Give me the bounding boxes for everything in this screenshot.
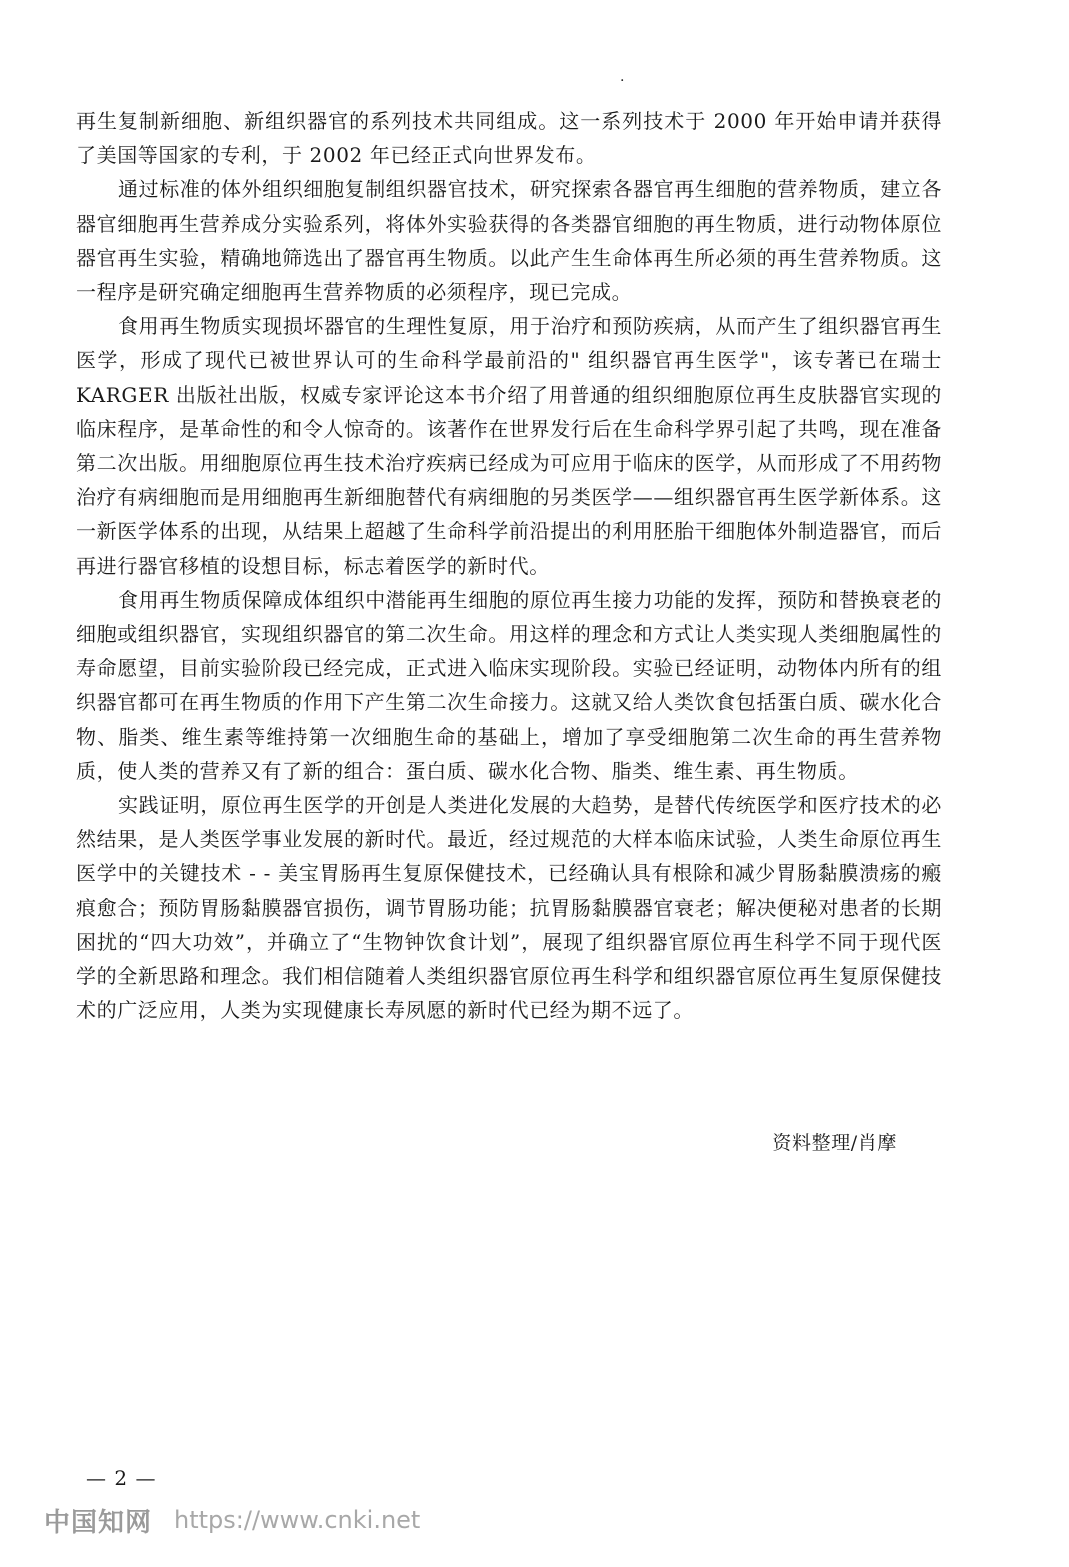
paragraph-continuation: 再生复制新细胞、新组织器官的系列技术共同组成。这一系列技术于 2000 年开始申请并获得了美国等国家的专利，于 2002 年已经正式向世界发布。 — [76, 109, 942, 168]
author-credit: 资料整理/肖摩 — [772, 1132, 897, 1154]
paragraph-regenerative-medicine: 食用再生物质实现损坏器官的生理性复原，用于治疗和预防疾病，从而产生了组织器官再生医学，形成了现代已被世界认可的生命科学最前沿的" 组织器官再生医学"，该专著已在瑞士 KARGER 出版社出版，权威专家评论这本书介绍了用普通的组织细胞原位再生皮肤器官实现的临床程序，是革命性的和令人惊奇的。该著作在世界发行后在生命科学界引起了共鸣，现在准备第二次出版。用细胞原位再生技术治疗疾病已经成为可应用于临床的医学，从而形成了不用药物治疗有病细胞而是用细胞再生新细胞替代有病细胞的另类医学——组织器官再生医学新体系。这一新医学体系的出现，从结果上超越了生命科学前沿提出的利用胚胎干细胞体外制造器官，而后再进行器官移植的设想目标，标志着医学的新时代。 — [76, 314, 942, 578]
paragraph-second-life: 食用再生物质保障成体组织中潜能再生细胞的原位再生接力功能的发挥，预防和替换衰老的细胞或组织器官，实现组织器官的第二次生命。用这样的理念和方式让人类实现人类细胞属性的寿命愿望，目前实验阶段已经完成，正式进入临床实现阶段。实验已经证明，动物体内所有的组织器官都可在再生物质的作用下产生第二次生命接力。这就又给人类饮食包括蛋白质、碳水化合物、脂类、维生素等维持第一次细胞生命的基础上，增加了享受细胞第二次生命的再生营养物质，使人类的营养又有了新的组合：蛋白质、碳水化合物、脂类、维生素、再生物质。 — [76, 587, 942, 783]
article-body — [76, 104, 942, 1027]
paragraph-practice-proof: 实践证明，原位再生医学的开创是人类进化发展的大趋势，是替代传统医学和医疗技术的必然结果，是人类医学事业发展的新时代。最近，经过规范的大样本临床试验，人类生命原位再生医学中的关键技术 - - 美宝胃肠再生复原保健技术，已经确认具有根除和减少胃肠黏膜溃疡的瘢痕愈合；预防胃肠黏膜器官损伤，调节胃肠功能；抗胃肠黏膜器官衰老；解决便秘对患者的长期困扰的“四大功效”，并确立了“生物钟饮食计划”，展现了组织器官原位再生科学不同于现代医学的全新思路和理念。我们相信随着人类组织器官原位再生科学和组织器官原位再生复原保健技术的广泛应用，人类为实现健康长寿夙愿的新时代已经为期不远了。 — [76, 793, 942, 1023]
page-number: — 2 — — [86, 1466, 157, 1490]
watermark-footer — [44, 1500, 420, 1540]
paragraph-regeneration-nutrients: 通过标准的体外组织细胞复制组织器官技术，研究探索各器官再生细胞的营养物质，建立各器官细胞再生营养成分实验系列，将体外实验获得的各类器官细胞的再生物质，进行动物体原位器官再生实验，精确地筛选出了器官再生物质。以此产生生命体再生所必须的再生营养物质。这一程序是研究确定细胞再生营养物质的必须程序，现已完成。 — [76, 177, 942, 305]
cnki-logo: 中国知网 — [44, 1507, 153, 1538]
cnki-url: https://www.cnki.net — [174, 1506, 421, 1534]
page-top-mark: . — [620, 69, 625, 85]
